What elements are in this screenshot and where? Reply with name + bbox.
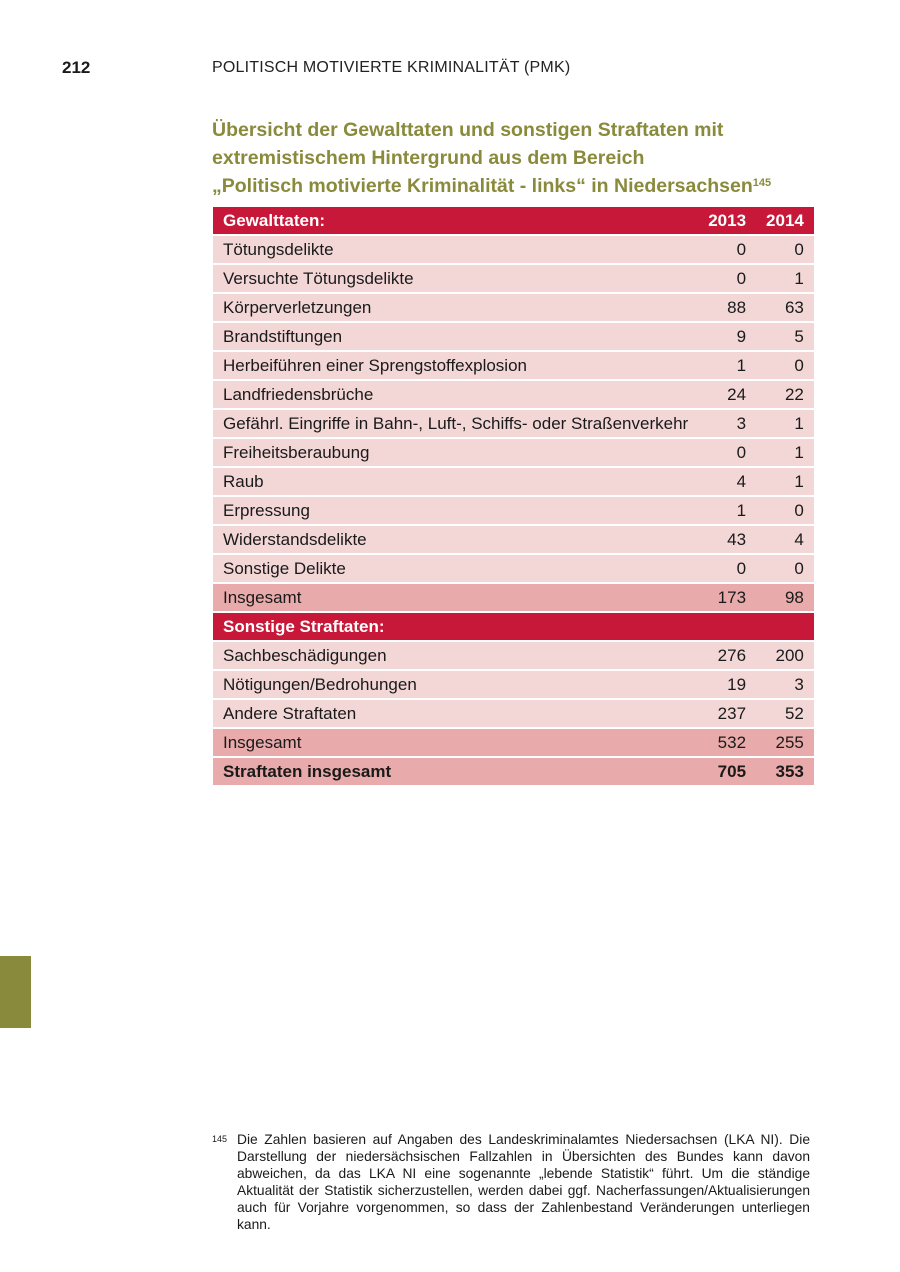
sonstige-header: Sonstige Straftaten: (213, 613, 698, 642)
value-2013: 9 (698, 323, 756, 352)
sonstige-header-row (213, 613, 814, 642)
table-row (213, 468, 814, 497)
row-label: Tötungsdelikte (213, 236, 698, 265)
title-line-2: extremistischem Hintergrund aus dem Bereich (212, 147, 645, 169)
value-2013: 0 (698, 439, 756, 468)
table-title (212, 116, 812, 200)
table-row (213, 294, 814, 323)
sonstige-total-row (213, 729, 814, 758)
gewalttaten-total-row (213, 584, 814, 613)
value-2014: 1 (756, 410, 814, 439)
row-label: Sonstige Delikte (213, 555, 698, 584)
value-2013: 4 (698, 468, 756, 497)
row-label: Herbeiführen einer Sprengstoffexplosion (213, 352, 698, 381)
value-2013: 276 (698, 642, 756, 671)
table-row (213, 671, 814, 700)
statistics-table (213, 207, 814, 787)
row-label: Straftaten insgesamt (213, 758, 698, 787)
empty-header-cell (756, 613, 814, 642)
value-2014: 0 (756, 352, 814, 381)
empty-header-cell (698, 613, 756, 642)
row-label: Landfriedensbrüche (213, 381, 698, 410)
value-2013: 237 (698, 700, 756, 729)
value-2013: 19 (698, 671, 756, 700)
value-2013: 88 (698, 294, 756, 323)
value-2014: 98 (756, 584, 814, 613)
value-2014: 1 (756, 468, 814, 497)
table-row (213, 642, 814, 671)
value-2014: 3 (756, 671, 814, 700)
table-row (213, 323, 814, 352)
table-row (213, 439, 814, 468)
running-header: POLITISCH MOTIVIERTE KRIMINALITÄT (PMK) (212, 59, 571, 76)
row-label: Freiheitsberaubung (213, 439, 698, 468)
footnote (212, 1131, 810, 1233)
table-row (213, 526, 814, 555)
value-2013: 3 (698, 410, 756, 439)
table-row (213, 497, 814, 526)
table-row (213, 700, 814, 729)
table-row (213, 352, 814, 381)
value-2014: 200 (756, 642, 814, 671)
value-2013: 0 (698, 265, 756, 294)
value-2014: 1 (756, 265, 814, 294)
footnote-text: Die Zahlen basieren auf Angaben des Landeskriminalamtes Niedersachsen (LKA NI). Die Darstellung der niedersächsischen Fallzahlen in Übersichten des Bundes kann davon abweichen, da das LKA NI eine sogenannte „lebende Statistik“ führt. Um die ständige Aktualität der Statistik sicherzustellen, werden dabei ggf. Nacherfassungen/Aktualisierungen auch für Vorjahre vorgenommen, so dass der Zahlenbestand Veränderungen unterliegen kann. (237, 1132, 810, 1232)
value-2014: 0 (756, 236, 814, 265)
value-2013: 24 (698, 381, 756, 410)
row-label: Sachbeschädigungen (213, 642, 698, 671)
value-2014: 0 (756, 555, 814, 584)
row-label: Widerstandsdelikte (213, 526, 698, 555)
title-line-1: Übersicht der Gewalttaten und sonstigen Straftaten mit (212, 119, 724, 141)
value-2014: 0 (756, 497, 814, 526)
row-label: Versuchte Tötungsdelikte (213, 265, 698, 294)
row-label: Körperverletzungen (213, 294, 698, 323)
value-2013: 1 (698, 497, 756, 526)
value-2014: 22 (756, 381, 814, 410)
value-2014: 5 (756, 323, 814, 352)
gewalttaten-header: Gewalttaten: (213, 207, 698, 236)
chapter-side-marker (0, 956, 31, 1028)
value-2014: 4 (756, 526, 814, 555)
title-line-3-text: „Politisch motivierte Kriminalität - links“ in Niedersachsen (212, 175, 753, 197)
grand-total-row (213, 758, 814, 787)
year-2014-header: 2014 (756, 207, 814, 236)
table-row (213, 236, 814, 265)
table-row (213, 555, 814, 584)
row-label: Insgesamt (213, 584, 698, 613)
row-label: Raub (213, 468, 698, 497)
page-number: 212 (62, 58, 91, 77)
value-2013: 173 (698, 584, 756, 613)
value-2014: 1 (756, 439, 814, 468)
table-row (213, 381, 814, 410)
value-2013: 1 (698, 352, 756, 381)
value-2014: 52 (756, 700, 814, 729)
value-2013: 43 (698, 526, 756, 555)
value-2013: 532 (698, 729, 756, 758)
value-2014: 255 (756, 729, 814, 758)
row-label: Insgesamt (213, 729, 698, 758)
row-label: Erpressung (213, 497, 698, 526)
row-label: Brandstiftungen (213, 323, 698, 352)
row-label: Andere Straftaten (213, 700, 698, 729)
table-row (213, 265, 814, 294)
title-line-3 (212, 172, 812, 200)
row-label: Nötigungen/Bedrohungen (213, 671, 698, 700)
table-row (213, 410, 814, 439)
footnote-mark: 145 (212, 1134, 228, 1144)
value-2013: 0 (698, 236, 756, 265)
table-body (213, 207, 814, 787)
value-2014: 353 (756, 758, 814, 787)
row-label: Gefährl. Eingriffe in Bahn-, Luft-, Schiffs- oder Straßenverkehr (213, 410, 698, 439)
value-2014: 63 (756, 294, 814, 323)
value-2013: 705 (698, 758, 756, 787)
title-footnote-ref: 145 (752, 177, 772, 189)
gewalttaten-header-row (213, 207, 814, 236)
year-2013-header: 2013 (698, 207, 756, 236)
value-2013: 0 (698, 555, 756, 584)
